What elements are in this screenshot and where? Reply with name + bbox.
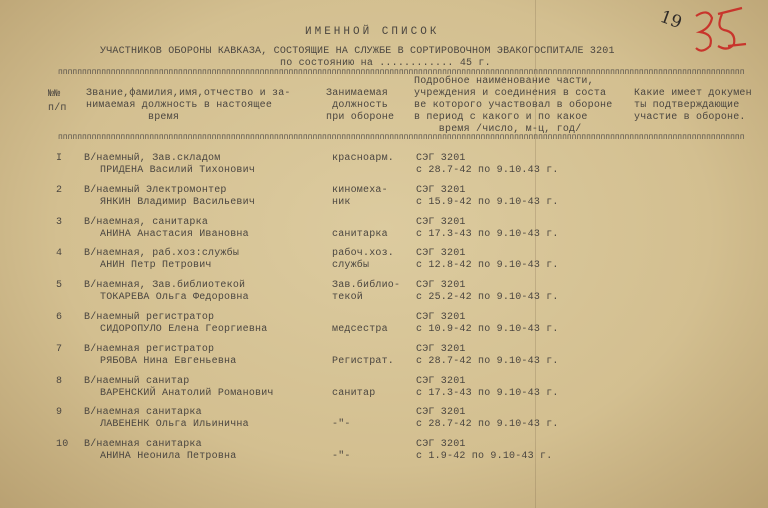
unit-name: СЭГ 3201	[416, 375, 466, 387]
unit-name: СЭГ 3201	[416, 343, 466, 355]
defense-position: рабоч.хоз.	[332, 248, 395, 260]
service-period: с 10.9-42 по 9.10-43 г.	[416, 324, 559, 335]
full-name: ЛАВЕНЕНК Ольга Ильинична	[100, 419, 249, 431]
column-header-number: №№ п/п	[48, 89, 67, 114]
defense-position: киномехa-	[332, 184, 388, 196]
defense-position-cont: Регистрат.	[332, 355, 395, 367]
rank-and-job: В/наемная регистратор	[84, 343, 215, 355]
list-row	[0, 248, 768, 278]
full-name: РЯБОВА Нина Евгеньевна	[100, 355, 237, 367]
defense-position: Зав.библио-	[332, 280, 401, 292]
list-row	[0, 344, 768, 374]
column-header-name: Звание,фамилия,имя,отчество и за- нимаемая должность в настоящее время	[86, 88, 291, 123]
document-subtitle: УЧАСТНИКОВ ОБОРОНЫ КАВКАЗА, СОСТОЯЩИЕ НА СЛУЖБЕ В СОРТИРОВОЧНОМ ЭВАКОГОСПИТАЛЕ 3201	[100, 46, 615, 57]
list-row	[0, 153, 768, 183]
service-period: с 12.8-42 по 9.10-43 г.	[416, 260, 559, 272]
unit-name: СЭГ 3201	[416, 312, 466, 323]
list-row	[0, 407, 768, 437]
list-row	[0, 280, 768, 310]
full-name: ПРИДЕНА Василий Тихонович	[100, 165, 256, 176]
unit-name: СЭГ 3201	[416, 153, 466, 164]
column-header-unit: Подробное наименование части, учреждения и соединения в соста ве которого участвовал в обороне в период с какого и по какое время /число, м-ц, год/	[414, 76, 613, 135]
rank-and-job: В/наемная, санитарка	[84, 216, 209, 228]
header-rule-bottom: ппппппппппппппппппппппппппппппппппппппппппппппппппппппппппппппппппппппппппппппппппппппппппппппппппппппппппппппппппппппппппппппппппппппппппппппп	[58, 134, 745, 141]
defense-position-cont: санитар	[332, 387, 376, 399]
defense-position-cont: медсестра	[332, 324, 388, 335]
full-name: ЯНКИН Владимир Васильевич	[100, 196, 256, 208]
full-name: АНИН Петр Петрович	[100, 260, 212, 272]
row-number: 6	[56, 312, 63, 323]
unit-name: СЭГ 3201	[416, 407, 466, 419]
full-name: ТОКАРЕВА Ольга Федоровна	[100, 292, 249, 304]
list-row	[0, 217, 768, 247]
as-of-date: по состоянию на ............ 45 г.	[280, 58, 491, 69]
full-name: АНИНА Неонила Петровна	[100, 451, 237, 463]
row-number: 9	[56, 407, 63, 419]
rank-and-job: В/наемный, Зав.складом	[84, 153, 221, 164]
row-number: 5	[56, 280, 63, 292]
defense-position-cont: -"-	[332, 419, 351, 431]
list-row	[0, 439, 768, 469]
row-number: 4	[56, 248, 63, 260]
column-header-documents: Какие имеет докумен ты подтверждающие участие в обороне.	[634, 88, 752, 123]
full-name: АНИНА Анастасия Ивановна	[100, 228, 249, 240]
defense-position-cont: ник	[332, 196, 351, 208]
document-title: ИМЕННОЙ СПИСОК	[305, 26, 440, 38]
row-number: 3	[56, 216, 63, 228]
rank-and-job: В/наемная санитарка	[84, 439, 202, 451]
unit-name: СЭГ 3201	[416, 280, 466, 292]
row-number: 2	[56, 184, 63, 196]
rank-and-job: В/наемная, раб.хоз:службы	[84, 248, 240, 260]
service-period: с 28.7-42 по 9.10.43 г.	[416, 165, 559, 176]
unit-name: СЭГ 3201	[416, 216, 466, 228]
service-period: с 17.3-43 по 9.10-43 г.	[416, 228, 559, 240]
rank-and-job: В/наемная, Зав.библиотекой	[84, 280, 246, 292]
defense-position-cont: санитарка	[332, 228, 388, 240]
rank-and-job: В/наемный регистратор	[84, 312, 215, 323]
row-number: 10	[56, 439, 69, 451]
header-rule-top: ппппппппппппппппппппппппппппппппппппппппппппппппппппппппппппппппппппппппппппппппппппппппппппппппппппппппппппппппппппппппппппппппппппппппппппппп	[58, 69, 745, 76]
row-number: 8	[56, 375, 63, 387]
service-period: с 28.7-42 по 9.10-43 г.	[416, 419, 559, 431]
defense-position: красноарм.	[332, 153, 395, 164]
rank-and-job: В/наемный санитар	[84, 375, 190, 387]
row-number: I	[56, 153, 63, 164]
list-row	[0, 312, 768, 342]
full-name: СИДОРОПУЛО Елена Георгиевна	[100, 324, 268, 335]
handwritten-folio: 19	[657, 6, 685, 34]
rank-and-job: В/наемный Электромонтер	[84, 184, 227, 196]
service-period: с 15.9-42 по 9.10-43 г.	[416, 196, 559, 208]
unit-name: СЭГ 3201	[416, 248, 466, 260]
service-period: с 1.9-42 по 9.10-43 г.	[416, 451, 553, 463]
defense-position-cont: службы	[332, 260, 370, 272]
service-period: с 25.2-42 по 9.10-43 г.	[416, 292, 559, 304]
defense-position-cont: текой	[332, 292, 364, 304]
full-name: ВАРЕНСКИЙ Анатолий Романович	[100, 387, 274, 399]
service-period: с 28.7-42 по 9.10-43 г.	[416, 355, 559, 367]
red-folio-number-stamp	[688, 6, 748, 56]
rank-and-job: В/наемная санитарка	[84, 407, 202, 419]
list-row	[0, 376, 768, 406]
column-header-position: Занимаемая должность при обороне	[326, 88, 395, 123]
service-period: с 17.3-43 по 9.10-43 г.	[416, 387, 559, 399]
unit-name: СЭГ 3201	[416, 184, 466, 196]
list-row	[0, 185, 768, 215]
defense-position-cont: -"-	[332, 451, 351, 463]
row-number: 7	[56, 343, 63, 355]
unit-name: СЭГ 3201	[416, 439, 466, 451]
